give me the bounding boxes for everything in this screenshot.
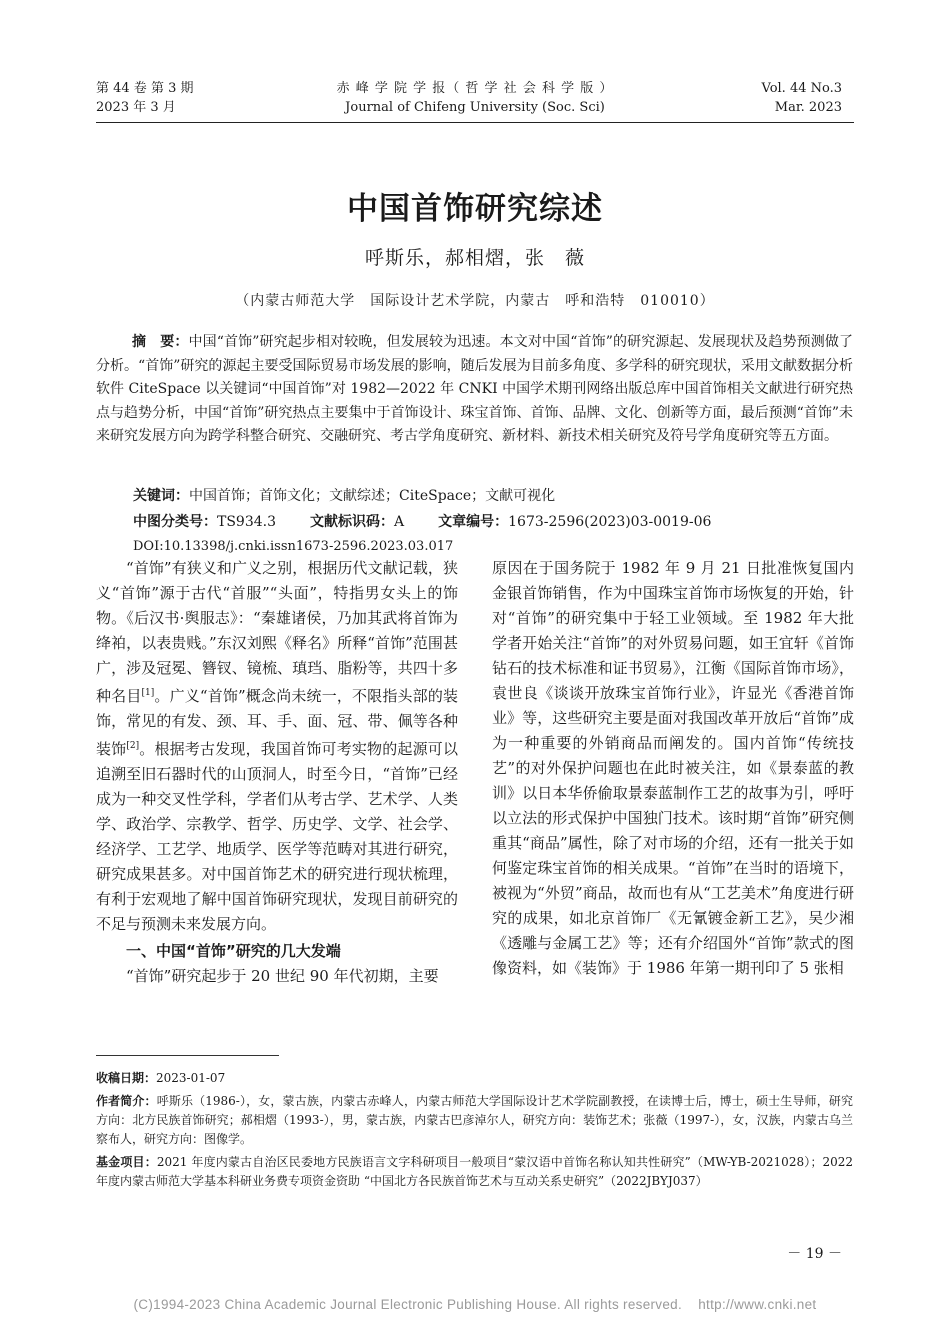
author-bio-text: 呼斯乐（1986-），女，蒙古族，内蒙古赤峰人，内蒙古师范大学国际设计艺术学院副教授，在读博士后，博士，硕士生导师，研究方向：北方民族首饰研究；郝相熠（1993-），男，蒙古族，内蒙古巴彦淖尔人，研究方向：装饰艺术；张薇（1997-），女，汉族，内蒙古乌兰察布人，研究方向：图像学。: [96, 1094, 853, 1146]
received-label: 收稿日期：: [96, 1071, 157, 1085]
section-heading: 一、中国“首饰”研究的几大发端: [126, 942, 341, 960]
doi[interactable]: DOI:10.13398/j.cnki.issn1673-2596.2023.03.017: [133, 539, 454, 554]
header-vol-en: [762, 79, 843, 117]
header-volume-issue: 第 44 卷 第 3 期: [96, 81, 194, 96]
header-volume-en: Vol. 44 No.3: [761, 81, 842, 96]
header-journal-cn: 赤 峰 学 院 学 报（ 哲 学 社 会 科 学 版 ）: [336, 81, 614, 96]
funding-text: 2021 年度内蒙古自治区民委地方民族语言文字科研项目一般项目“蒙汉语中首饰名称认知共性研究”（MW-YB-2021028）；2022 年度内蒙古师范大学基本科研业务费专项资金资助 “中国北方各民族首饰艺术与互动关系史研究”（2022JBYJ037）: [96, 1155, 853, 1188]
copyright-notice: (C)1994-2023 China Academic Journal Electronic Publishing House. All rights reserved. http://www.cnki.net: [133, 1297, 817, 1312]
doc-code-label: 文献标识码：: [310, 514, 395, 530]
body-paragraph: [96, 556, 458, 937]
paragraph-text: “首饰”有狭义和广义之别，根据历代文献记载，狭义“首饰”源于古代“首服”“头面”，特指男女头上的饰物。《后汉书·舆服志》：“秦雄诸侯，乃加其武将首饰为绛袙，以表贵贱。”东汉刘熙《释名》所释“首饰”范围甚广，涉及冠冕、簪钗、镜梳、瑱珰、脂粉等，共四十多种名目: [96, 559, 458, 705]
abstract: [96, 331, 853, 449]
footnote-rule: [96, 1055, 279, 1056]
footnotes: [96, 1069, 853, 1195]
clc-label: 中图分类号：: [133, 514, 217, 530]
article-number-label: 文章编号：: [438, 514, 509, 530]
keywords: [133, 485, 555, 507]
paragraph-text: 。根据考古发现，我国首饰可考实物的起源可以追溯至旧石器时代的山顶洞人，时至今日，“首饰”已经成为一种交叉性学科，学者们从考古学、艺术学、人类学、政治学、宗教学、哲学、历史学、文学、社会学、经济学、工艺学、地质学、医学等范畴对其进行研究，研究成果甚多。对中国首饰艺术的研究进行现状梳理，有利于宏观地了解中国首饰研究现状，发现目前研究的不足与预测未来发展方向。: [96, 740, 458, 933]
citation-ref[interactable]: [2]: [126, 741, 140, 751]
body-paragraph: 原因在于国务院于 1982 年 9 月 21 日批准恢复国内金银首饰销售，作为中国珠宝首饰市场恢复的开始，针对“首饰”的研究集中于轻工业领域。至 1982 年大批学者开始关注“首饰”的对外贸易问题，如王宜轩《首饰钻石的技术标准和证书贸易》，江衡《国际首饰市场》，袁世良《谈谈开放珠宝首饰行业》，许显光《香港首饰业》等，这些研究主要是面对我国改革开放后“首饰”成为一种重要的外销商品而阐发的。国内首饰“传统技艺”的对外保护问题也在此时被关注，如《景泰蓝的教训》以日本华侨偷取景泰蓝制作工艺的故事为引，呼吁以立法的形式保护中国独门技术。该时期“首饰”研究侧重其“商品”属性，除了对市场的介绍，还有一批关于如何鉴定珠宝首饰的相关成果。“首饰”在当时的语境下，被视为“外贸”商品，故而也有从“工艺美术”角度进行研究的成果，如北京首饰厂《无氰镀金新工艺》，吴少湘《透雕与金属工艺》等；还有介绍国外“首饰”款式的图像资料，如《装饰》于 1986 年第一期刊印了 5 张相: [492, 559, 854, 977]
author-bio-label: 作者简介：: [96, 1094, 157, 1108]
paragraph-text: 。广义“首饰”概念尚未统一，不限指头部的装饰，常见的有发、颈、耳、手、面、冠、带、佩等各种装饰: [96, 687, 458, 758]
clc-value: TS934.3: [217, 514, 277, 530]
classification: [133, 511, 711, 533]
header-journal-en: Journal of Chifeng University (Soc. Sci): [345, 100, 605, 115]
keywords-label: 关键词：: [133, 488, 189, 504]
footnote-funding: [96, 1153, 853, 1191]
body-right-column: [492, 556, 854, 981]
header-date-cn: 2023 年 3 月: [96, 100, 176, 115]
header-rule: [96, 122, 854, 123]
article-number-value: 1673-2596(2023)03-0019-06: [508, 514, 712, 530]
header-date-en: Mar. 2023: [774, 100, 842, 115]
article-affiliation: （内蒙古师范大学 国际设计艺术学院，内蒙古 呼和浩特 010010）: [235, 293, 715, 309]
body-left-column: [96, 556, 458, 989]
page-number: － 19 －: [787, 1246, 842, 1262]
doc-code-value: A: [394, 514, 405, 530]
abstract-text: 中国“首饰”研究起步相对较晚，但发展较为迅速。本文对中国“首饰”的研究源起、发展现状及趋势预测做了分析。“首饰”研究的源起主要受国际贸易市场发展的影响，随后发展为目前多角度、多学科的研究现状，采用文献数据分析软件 CiteSpace 以关键词“中国首饰”对 1982—2022 年 CNKI 中国学术期刊网络出版总库中国首饰相关文献进行研究热点与趋势分析，中国“首饰”研究热点主要集中于首饰设计、珠宝首饰、首饰、品牌、文化、创新等方面，最后预测“首饰”未来研究发展方向为跨学科整合研究、交融研究、考古学角度研究、新材料、新技术相关研究及符号学角度研究等五方面。: [96, 334, 853, 444]
citation-ref[interactable]: [1]: [141, 688, 155, 698]
article-title: 中国首饰研究综述: [347, 191, 603, 227]
received-date: 2023-01-07: [156, 1071, 226, 1085]
funding-label: 基金项目：: [96, 1155, 157, 1169]
abstract-label: 摘 要：: [132, 334, 189, 350]
body-paragraph: “首饰”研究起步于 20 世纪 90 年代初期，主要: [126, 967, 439, 985]
article-authors: 呼斯乐，郝相熠，张 薇: [364, 247, 585, 269]
keywords-text: 中国首饰；首饰文化；文献综述；CiteSpace；文献可视化: [189, 488, 556, 504]
footnote-received: [96, 1069, 853, 1088]
footnote-author-bio: [96, 1092, 853, 1149]
